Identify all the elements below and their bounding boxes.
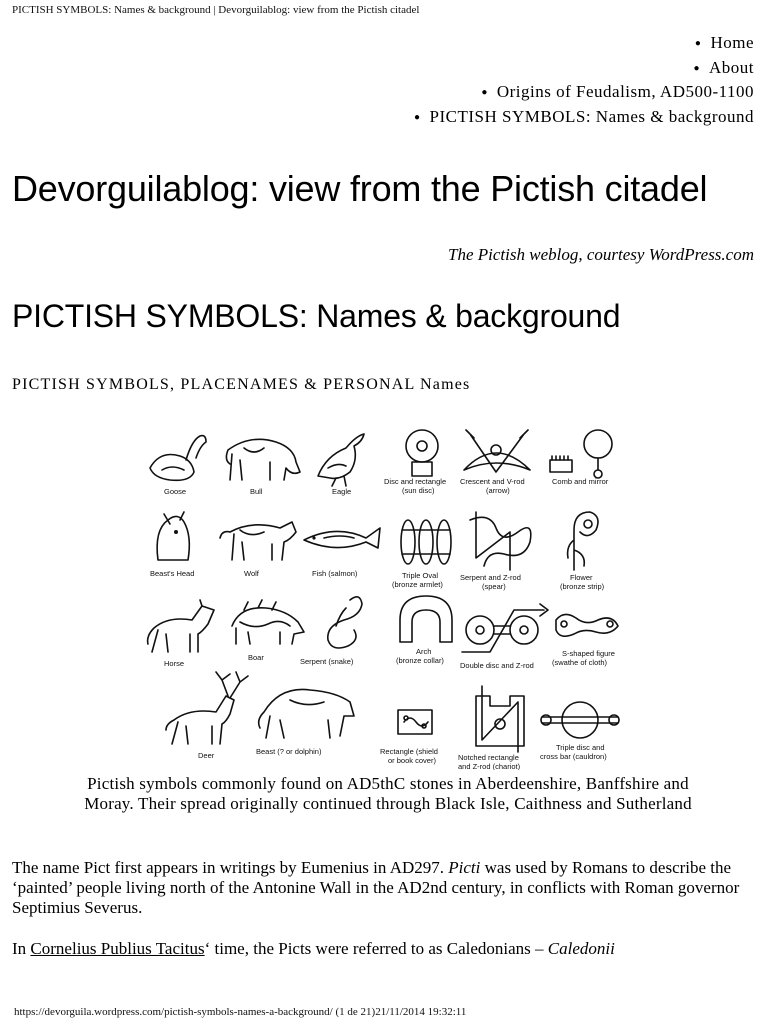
nav-link-origins-of-feudalism[interactable]: Origins of Feudalism, AD500-1100 [496,82,754,101]
double-disc-and-z-rod-symbol [460,604,548,670]
s-shape-label-1: S-shaped figure [562,649,615,658]
figure-caption [18,774,758,814]
paragraph-eumenius [12,858,752,918]
nav-link-pictish-symbols[interactable]: PICTISH SYMBOLS: Names & background [429,106,754,126]
post-subtitle: PICTISH SYMBOLS, PLACENAMES & PERSONAL Names [12,376,471,393]
boar-label: Boar [248,653,264,662]
triple-oval-symbol [392,520,451,589]
nav-item-origins-of-feudalism[interactable] [414,81,754,106]
nav-item-pictish-symbols[interactable] [414,106,754,131]
rectangle-symbol [380,710,438,765]
beasts-head-symbol [150,512,194,578]
deer-symbol [166,672,248,760]
caption-line-1: Pictish symbols commonly found on AD5thC stones in Aberdeenshire, Banffshire and [87,774,689,793]
wolf-symbol [220,522,296,578]
disc-rect-label-2: (sun disc) [402,486,435,495]
serpent-symbol [300,597,362,666]
triple-disc-symbol [540,702,619,761]
site-title[interactable]: Devorguilablog: view from the Pictish citadel [12,168,708,209]
rectangle-label-1: Rectangle (shield [380,747,438,756]
triple-oval-label-1: Triple Oval [402,571,438,580]
nav-link-about[interactable]: About [709,57,754,77]
rectangle-label-2: or book cover) [388,756,436,765]
s-shape-label-2: (swathe of cloth) [552,658,608,667]
crescent-label-1: Crescent and V-rod [460,477,525,486]
top-nav [414,32,754,130]
beast-symbol [256,689,354,756]
serpent-zrod-label-1: Serpent and Z-rod [460,573,521,582]
goose-label: Goose [164,487,187,496]
triple-disc-label-1: Triple disc and [556,743,605,752]
disc-and-rectangle-symbol [384,430,446,495]
beast-label: Beast (? or dolphin) [256,747,322,756]
arch-label-2: (bronze collar) [396,656,444,665]
p1-text-a: The name Pict first appears in writings by Eumenius in AD297. [12,858,449,877]
arch-label-1: Arch [416,647,432,656]
notched-rectangle-symbol [458,686,524,770]
fish-label: Fish (salmon) [312,569,358,578]
disc-rect-label-1: Disc and rectangle [384,477,447,486]
tacitus-link[interactable]: Cornelius Publius Tacitus [30,939,205,958]
serpent-and-z-rod-symbol [460,512,531,591]
bull-label: Bull [250,487,263,496]
site-tagline: The Pictish weblog, courtesy WordPress.com [448,245,754,264]
p2-text-a: In [12,939,31,958]
symbols-svg [140,420,640,770]
beasts-head-label: Beast's Head [150,569,195,578]
comb-mirror-label: Comb and mirror [552,477,609,486]
arch-symbol [396,596,452,665]
triple-disc-label-2: cross bar (cauldron) [540,752,607,761]
p2-text-b: ‘ time, the Picts were referred to as Caledonians – [204,939,548,958]
comb-and-mirror-symbol [550,430,612,486]
flower-label-1: Flower [570,573,593,582]
deer-label: Deer [198,751,215,760]
double-disc-label: Double disc and Z-rod [460,661,534,670]
p1-text-c: was used by Romans to describe the ‘painted’ people living north of the Antonine Wall in the AD2nd century, in conflicts with Roman governor Septimius Severus. [12,858,740,917]
p2-caledonii: Caledonii [547,939,615,958]
notched-label-1: Notched rectangle [458,753,519,762]
s-shaped-figure-symbol [552,614,618,667]
triple-oval-label-2: (bronze armlet) [392,580,443,589]
print-footer: https://devorguila.wordpress.com/pictish-symbols-names-a-background/ (1 de 21)21/11/2014 19:32:11 [14,1006,467,1018]
horse-label: Horse [164,659,185,668]
nav-link-home[interactable]: Home [710,33,754,52]
caption-line-2: Moray. Their spread originally continued through Black Isle, Caithness and Sutherland [84,794,692,813]
fish-symbol [304,528,380,578]
p1-picti: Picti [448,858,481,877]
paragraph-tacitus [12,939,752,959]
flower-symbol [560,512,605,591]
post-title[interactable]: PICTISH SYMBOLS: Names & background [12,298,621,334]
serpent-zrod-label-2: (spear) [482,582,506,591]
crescent-and-v-rod-symbol [460,430,530,495]
horse-symbol [148,600,214,668]
pictish-symbols-illustration [140,420,640,770]
nav-item-about[interactable] [414,57,754,82]
wolf-label: Wolf [244,569,259,578]
serpent-label: Serpent (snake) [300,657,354,666]
boar-symbol [232,600,304,662]
notched-label-2: and Z-rod (chariot) [458,762,521,770]
eagle-symbol [318,434,364,496]
eagle-label: Eagle [332,487,352,496]
nav-item-home[interactable] [414,32,754,57]
flower-label-2: (bronze strip) [560,582,605,591]
print-header: PICTISH SYMBOLS: Names & background | Devorguilablog: view from the Pictish citadel [12,4,420,16]
crescent-label-2: (arrow) [486,486,510,495]
goose-symbol [150,436,206,496]
bull-symbol [226,439,300,496]
